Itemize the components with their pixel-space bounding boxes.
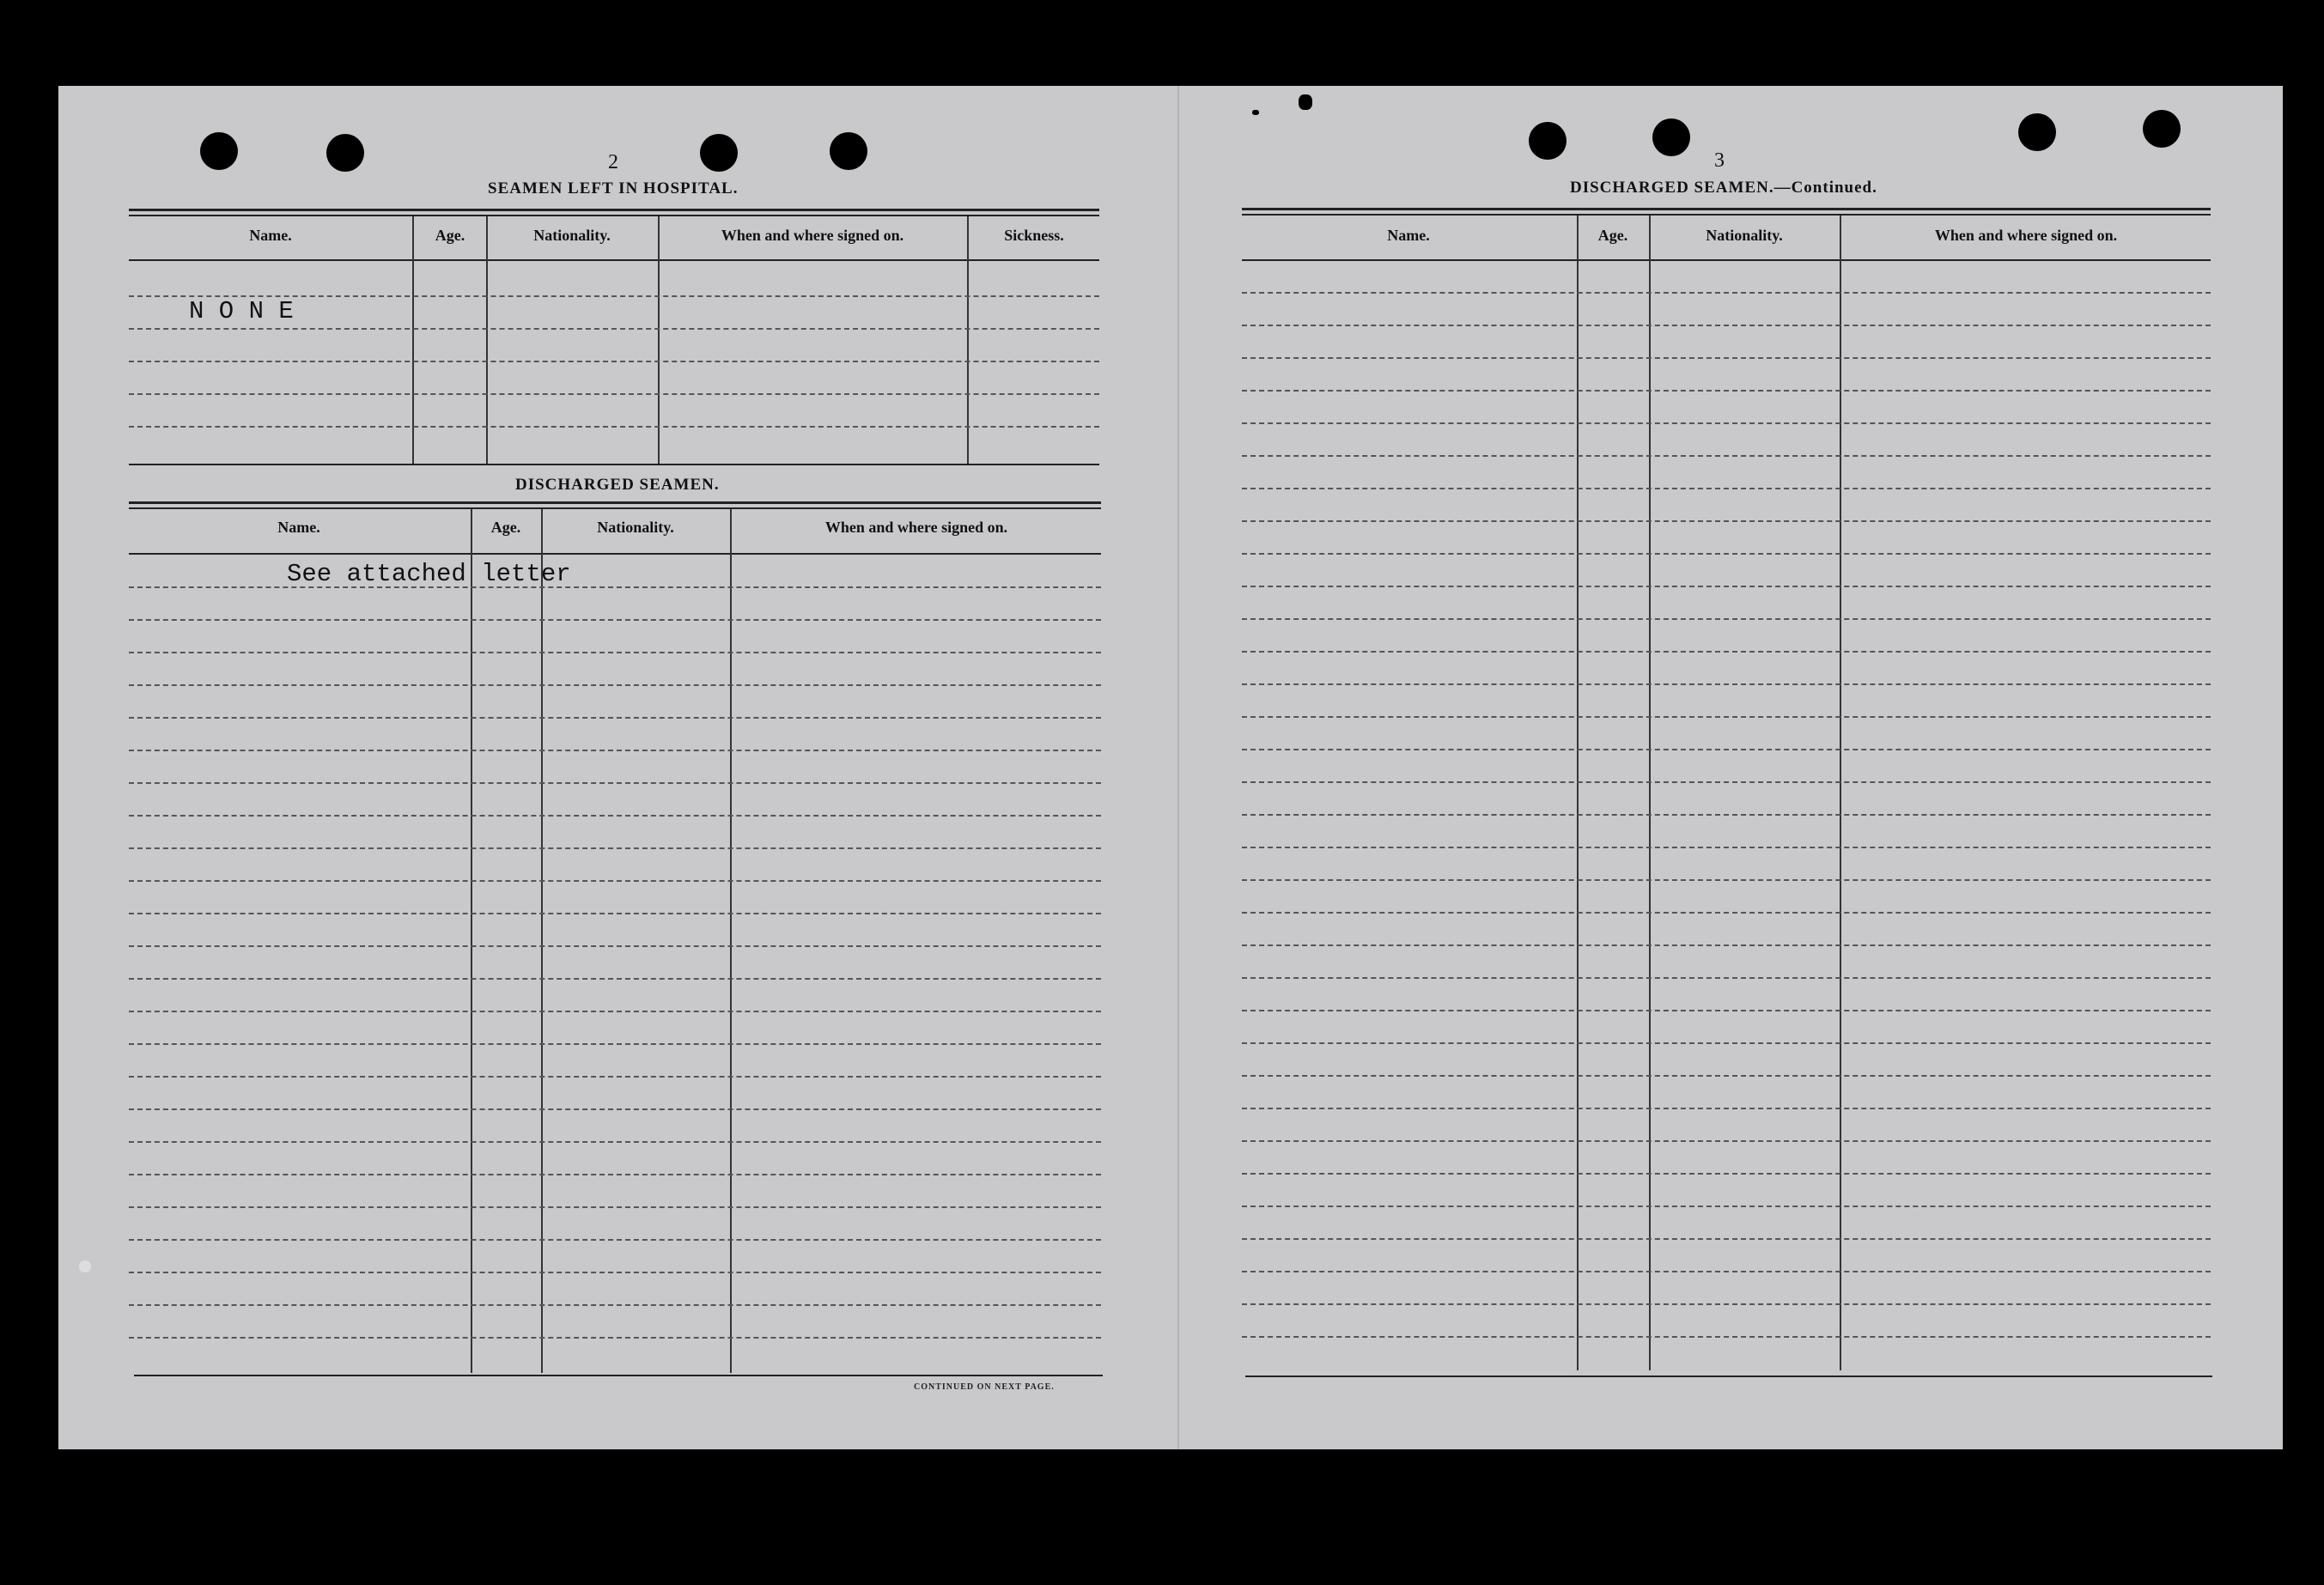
entry-line: [1242, 944, 2211, 946]
rule: [129, 501, 1101, 504]
entry-line: [129, 393, 1099, 395]
rule: [1242, 214, 2211, 216]
entry-line: [1242, 879, 2211, 881]
entry-line: [1242, 1140, 2211, 1142]
entry-line: [1242, 977, 2211, 979]
entry-line: [129, 1076, 1101, 1078]
discharged-continued-title: DISCHARGED SEAMEN.—Continued.: [1570, 179, 1877, 197]
entry-line: [129, 880, 1101, 882]
discharged-section-title: DISCHARGED SEAMEN.: [515, 476, 720, 494]
hospital-entry: N O N E: [189, 297, 294, 325]
entry-line: [1242, 1173, 2211, 1175]
entry-line: [1242, 292, 2211, 294]
column-header-name: Name.: [1387, 227, 1430, 244]
punch-hole: [326, 134, 364, 172]
entry-line: [1242, 1075, 2211, 1077]
entry-line: [129, 1304, 1101, 1306]
entry-line: [1242, 814, 2211, 816]
entry-line: [1242, 422, 2211, 424]
column-header-name: Name.: [249, 227, 292, 244]
entry-line: [129, 1141, 1101, 1143]
rule: [129, 507, 1101, 509]
punch-hole: [2143, 110, 2181, 148]
column-header-signed-on: When and where signed on.: [1934, 227, 2118, 244]
column-header-age: Age.: [490, 519, 521, 536]
rule: [1242, 208, 2211, 210]
entry-line: [129, 586, 1101, 588]
punch-hole: [1529, 122, 1567, 160]
column-divider: [1577, 216, 1579, 1370]
punch-hole: [1652, 118, 1690, 156]
entry-line: [1242, 488, 2211, 489]
rule: [129, 209, 1099, 211]
entry-line: [1242, 1238, 2211, 1240]
entry-line: [1242, 1042, 2211, 1044]
entry-line: [1242, 586, 2211, 587]
entry-line: [129, 1043, 1101, 1045]
column-header-signed-on: When and where signed on.: [824, 519, 1008, 536]
entry-line: [129, 945, 1101, 947]
ink-speck: [1299, 94, 1312, 110]
entry-line: [1242, 749, 2211, 750]
entry-line: [1242, 912, 2211, 914]
rule: [1245, 1375, 2212, 1377]
punch-hole: [700, 134, 738, 172]
entry-line: [1242, 683, 2211, 685]
hospital-section-title: SEAMEN LEFT IN HOSPITAL.: [488, 179, 739, 197]
page-number: 3: [1714, 149, 1725, 172]
ink-speck: [1252, 110, 1259, 115]
rule: [1242, 259, 2211, 261]
entry-line: [129, 1206, 1101, 1208]
page-fold: [1177, 86, 1179, 1449]
discharged-entry: See attached letter: [287, 560, 571, 588]
entry-line: [1242, 553, 2211, 555]
column-header-name: Name.: [277, 519, 320, 536]
rule: [129, 259, 1099, 261]
entry-line: [1242, 390, 2211, 392]
column-divider: [1649, 216, 1651, 1370]
column-divider: [471, 509, 472, 1373]
rule: [129, 464, 1099, 465]
entry-line: [1242, 1108, 2211, 1109]
entry-line: [1242, 1336, 2211, 1338]
entry-line: [129, 1337, 1101, 1339]
column-divider: [541, 509, 543, 1373]
entry-line: [1242, 781, 2211, 783]
entry-line: [1242, 357, 2211, 359]
entry-line: [1242, 1205, 2211, 1207]
entry-line: [1242, 1271, 2211, 1272]
entry-line: [129, 1239, 1101, 1241]
continued-note: CONTINUED ON NEXT PAGE.: [914, 1382, 1055, 1392]
column-header-age: Age.: [435, 227, 465, 244]
entry-line: [129, 978, 1101, 980]
entry-line: [129, 328, 1099, 330]
page-number: 2: [608, 151, 618, 173]
column-header-nationality: Nationality.: [1706, 227, 1783, 244]
column-header-nationality: Nationality.: [597, 519, 674, 536]
punch-hole: [2018, 113, 2056, 151]
column-divider: [1840, 216, 1841, 1370]
entry-line: [129, 361, 1099, 362]
rule: [129, 215, 1099, 216]
rule: [129, 553, 1101, 555]
entry-line: [129, 619, 1101, 621]
entry-line: [129, 426, 1099, 428]
column-header-sickness: Sickness.: [1004, 227, 1064, 244]
ink-speck: [79, 1260, 91, 1272]
entry-line: [129, 1011, 1101, 1012]
entry-line: [1242, 651, 2211, 653]
entry-line: [129, 913, 1101, 914]
entry-line: [1242, 520, 2211, 522]
column-header-signed-on: When and where signed on.: [721, 227, 904, 244]
entry-line: [129, 1174, 1101, 1175]
entry-line: [129, 652, 1101, 653]
punch-hole: [830, 132, 867, 170]
entry-line: [129, 684, 1101, 686]
entry-line: [1242, 716, 2211, 718]
entry-line: [1242, 325, 2211, 326]
rule: [134, 1375, 1103, 1376]
entry-line: [1242, 1010, 2211, 1011]
entry-line: [129, 782, 1101, 784]
entry-line: [129, 717, 1101, 719]
column-header-age: Age.: [1597, 227, 1628, 244]
entry-line: [129, 750, 1101, 751]
column-divider: [730, 509, 732, 1373]
entry-line: [1242, 455, 2211, 457]
document-sheet: [58, 86, 2283, 1449]
entry-line: [1242, 618, 2211, 620]
column-header-nationality: Nationality.: [533, 227, 611, 244]
entry-line: [129, 1272, 1101, 1273]
entry-line: [129, 815, 1101, 817]
punch-hole: [200, 132, 238, 170]
entry-line: [1242, 1303, 2211, 1305]
entry-line: [129, 1108, 1101, 1110]
entry-line: [1242, 847, 2211, 848]
entry-line: [129, 847, 1101, 849]
